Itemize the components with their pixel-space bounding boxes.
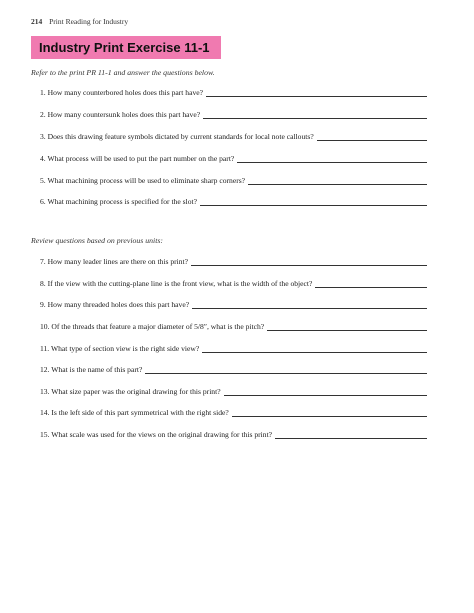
question-text: 10. Of the threads that feature a major diameter of 5/8″, what is the pitch? (40, 322, 265, 331)
question-12 (40, 365, 427, 374)
answer-line[interactable] (275, 431, 427, 439)
section2-instruction: Review questions based on previous units: (31, 236, 164, 245)
answer-line[interactable] (145, 366, 427, 374)
question-text: 3. Does this drawing feature symbols dictated by current standards for local note callouts? (40, 132, 314, 141)
question-text: 1. How many counterbored holes does this part have? (40, 88, 204, 97)
answer-line[interactable] (203, 111, 427, 119)
exercise-banner (31, 36, 221, 59)
question-5 (40, 176, 427, 185)
answer-line[interactable] (248, 177, 427, 185)
question-3 (40, 132, 427, 141)
question-11 (40, 344, 427, 353)
answer-line[interactable] (192, 301, 427, 309)
question-text: 12. What is the name of this part? (40, 365, 143, 374)
question-8 (40, 279, 427, 288)
page-number: 214 (31, 17, 43, 26)
question-7 (40, 257, 427, 266)
question-9 (40, 300, 427, 309)
question-6 (40, 197, 427, 206)
question-2 (40, 110, 427, 119)
question-text: 7. How many leader lines are there on this print? (40, 257, 189, 266)
question-13 (40, 387, 427, 396)
question-text: 6. What machining process is specified for the slot? (40, 197, 197, 206)
exercise-title: Industry Print Exercise 11-1 (39, 40, 210, 55)
answer-line[interactable] (191, 258, 427, 266)
answer-line[interactable] (202, 345, 427, 353)
question-text: 15. What scale was used for the views on the original drawing for this print? (40, 430, 273, 439)
running-head (31, 17, 128, 26)
book-title: Print Reading for Industry (49, 17, 129, 26)
question-text: 11. What type of section view is the right side view? (40, 344, 200, 353)
answer-line[interactable] (200, 198, 427, 206)
question-15 (40, 430, 427, 439)
question-text: 13. What size paper was the original drawing for this print? (40, 387, 221, 396)
section1-instruction: Refer to the print PR 11-1 and answer the questions below. (31, 68, 215, 77)
question-text: 8. If the view with the cutting-plane line is the front view, what is the width of the object? (40, 279, 313, 288)
question-14 (40, 408, 427, 417)
answer-line[interactable] (206, 89, 427, 97)
question-text: 9. How many threaded holes does this part have? (40, 300, 190, 309)
question-text: 14. Is the left side of this part symmetrical with the right side? (40, 408, 229, 417)
question-4 (40, 154, 427, 163)
answer-line[interactable] (237, 155, 427, 163)
answer-line[interactable] (232, 409, 427, 417)
question-1 (40, 88, 427, 97)
question-text: 2. How many countersunk holes does this part have? (40, 110, 201, 119)
question-text: 5. What machining process will be used to eliminate sharp corners? (40, 176, 246, 185)
answer-line[interactable] (317, 133, 427, 141)
answer-line[interactable] (267, 323, 427, 331)
question-10 (40, 322, 427, 331)
question-text: 4. What process will be used to put the part number on the part? (40, 154, 235, 163)
answer-line[interactable] (315, 280, 427, 288)
answer-line[interactable] (224, 388, 427, 396)
